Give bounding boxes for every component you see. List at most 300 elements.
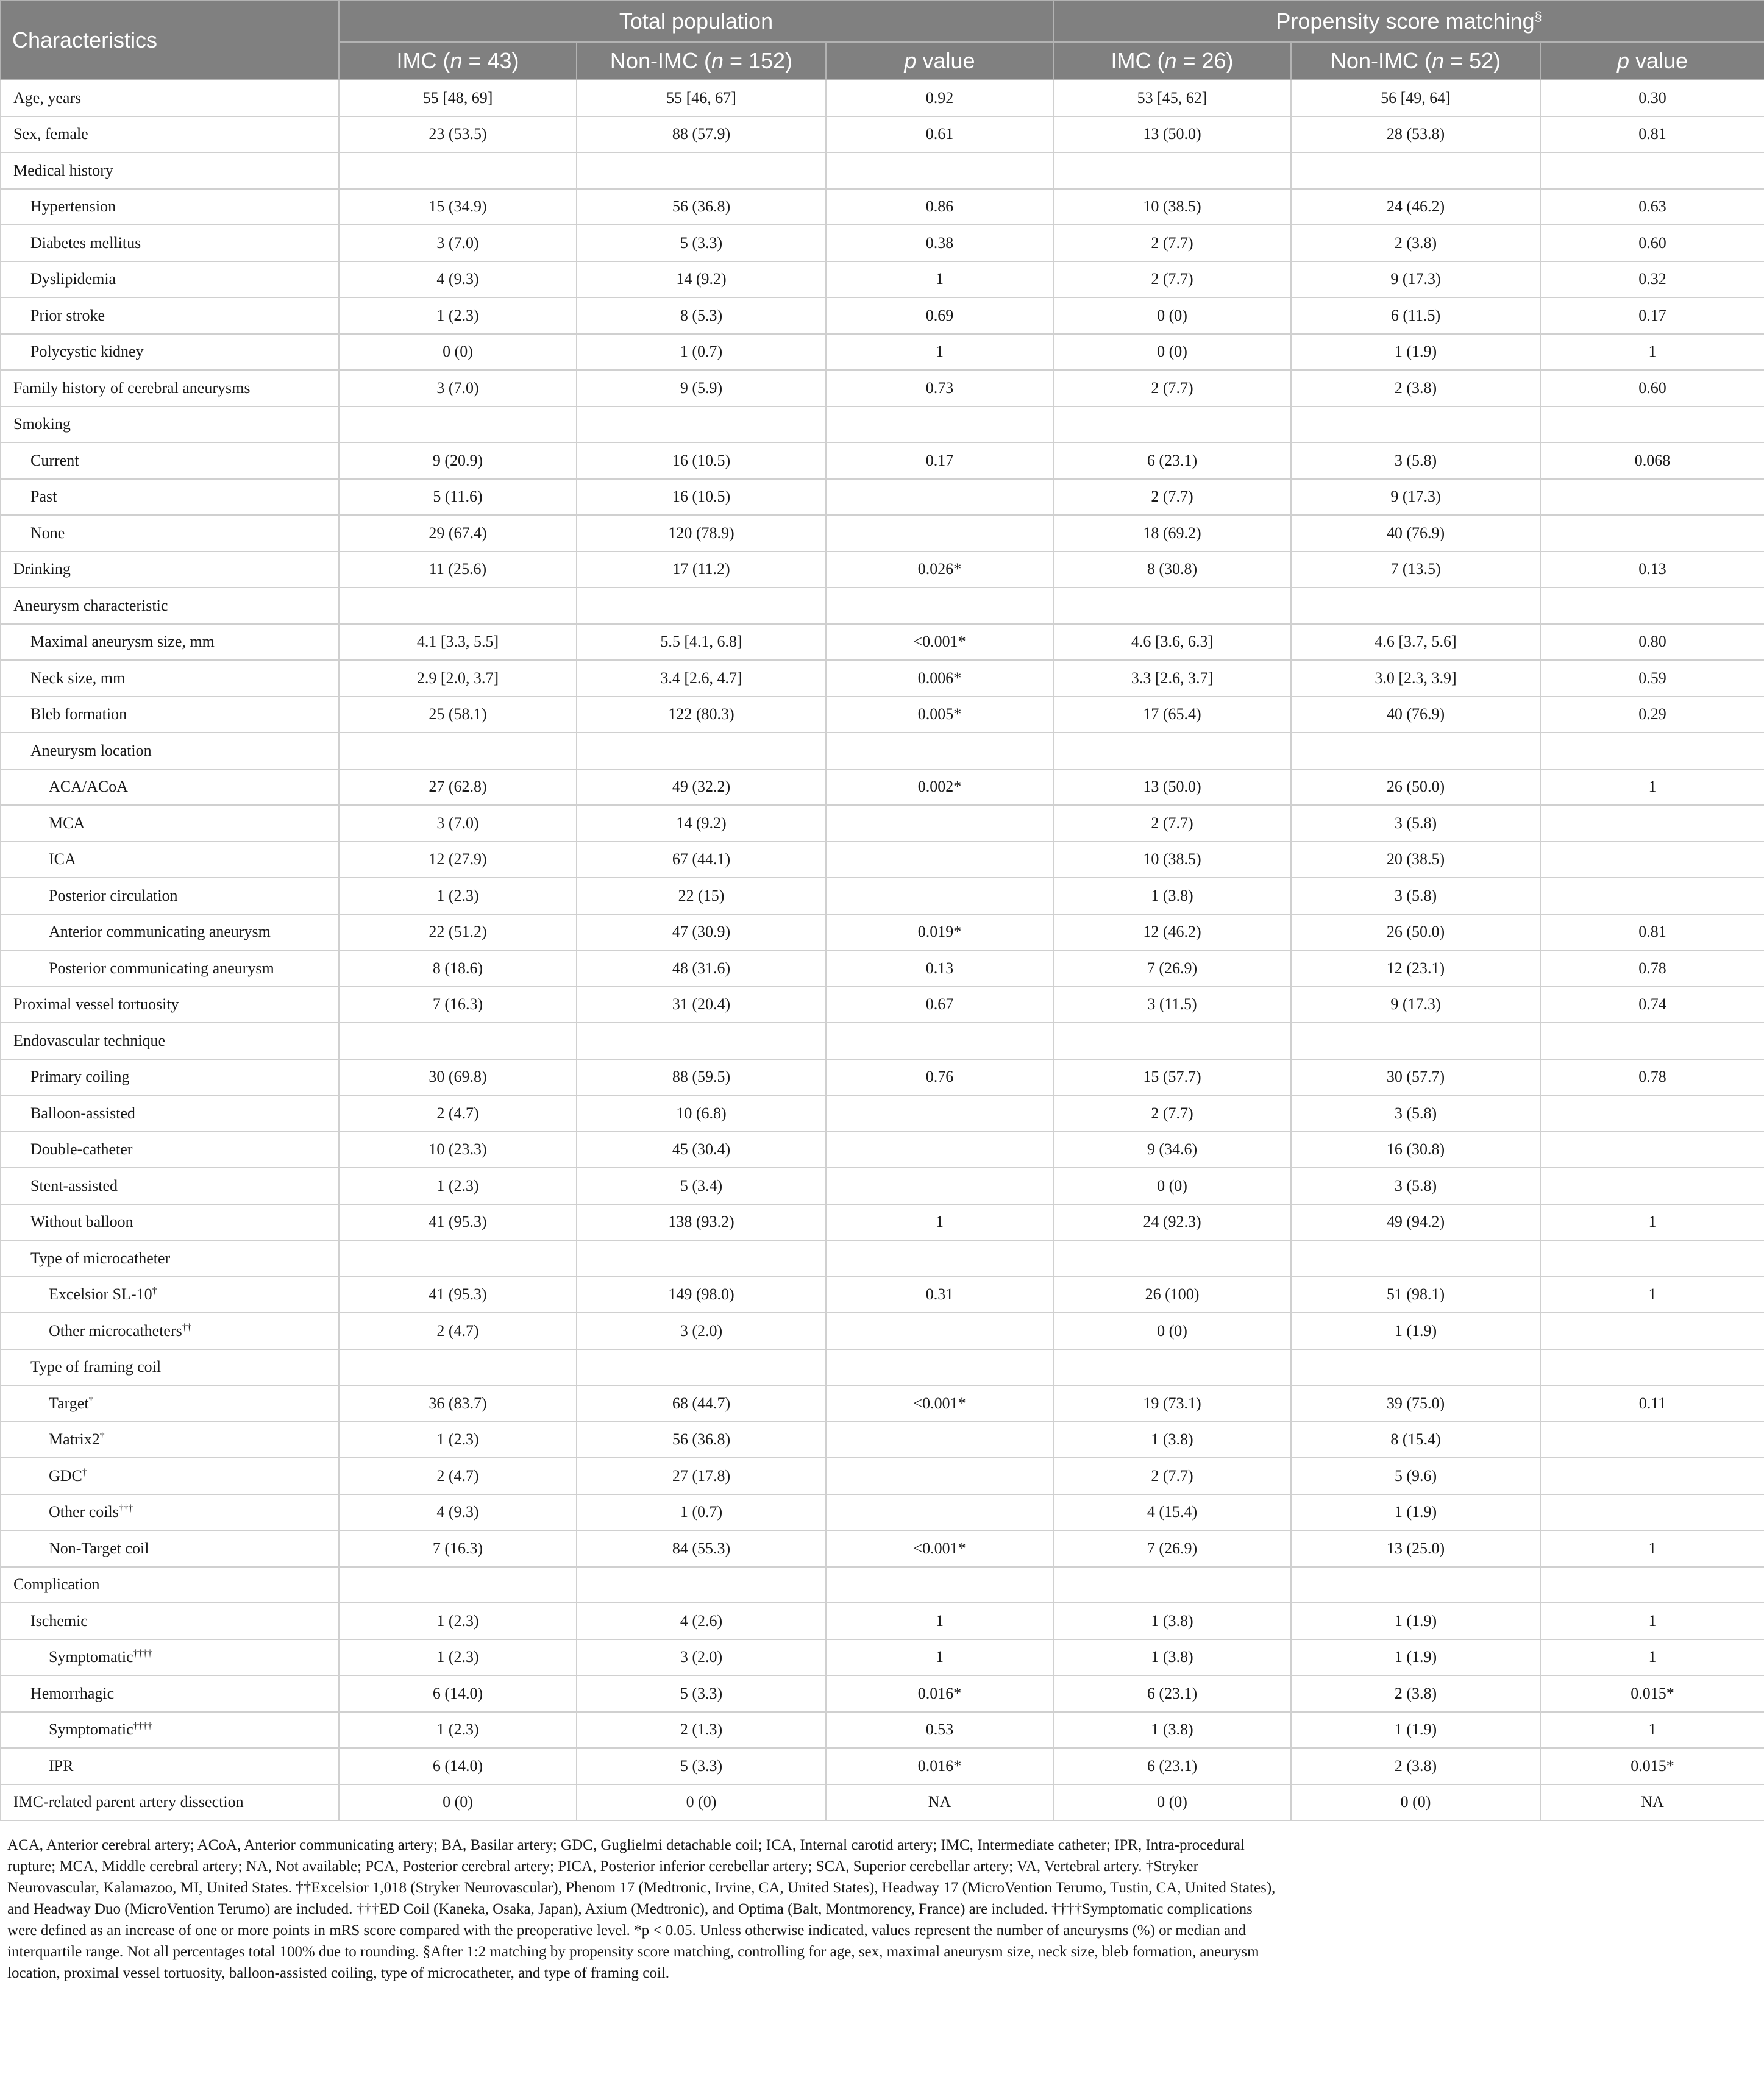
- cell-pvalue-total: [826, 1567, 1053, 1603]
- row-label: [1, 697, 339, 733]
- cell-pvalue-psm: 0.60: [1540, 225, 1764, 261]
- row-label-text: Excelsior SL-10: [49, 1285, 152, 1304]
- cell-imc-psm: 8 (30.8): [1053, 552, 1291, 588]
- cell-pvalue-total: [826, 1349, 1053, 1386]
- cell-pvalue-total: 0.13: [826, 950, 1053, 987]
- cell-imc-psm: 2 (7.7): [1053, 1458, 1291, 1494]
- cell-nonimc-psm: 7 (13.5): [1291, 552, 1540, 588]
- row-label: [1, 950, 339, 987]
- cell-pvalue-total: 0.53: [826, 1712, 1053, 1749]
- row-label-text: Medical history: [13, 161, 113, 179]
- cell-pvalue-psm: [1540, 1349, 1764, 1386]
- row-label-text: Symptomatic: [49, 1720, 133, 1739]
- header-pvalue-psm: p value: [1540, 42, 1764, 80]
- cell-nonimc-total: 5.5 [4.1, 6.8]: [577, 624, 826, 661]
- row-label-text: None: [30, 524, 65, 542]
- cell-nonimc-psm: 13 (25.0): [1291, 1530, 1540, 1567]
- cell-imc-total: [339, 152, 577, 189]
- cell-pvalue-psm: [1540, 733, 1764, 769]
- table-row: [1, 950, 1764, 987]
- row-label: [1, 1530, 339, 1567]
- cell-nonimc-total: [577, 152, 826, 189]
- footnote-text: ACA, Anterior cerebral artery; ACoA, Anterior communicating artery; BA, Basilar artery; GDC, Guglielmi detachable coil; ICA, Internal carotid artery; IMC, Intermediate catheter; IPR, Intra-procedural rupture; MCA, Middle cerebral artery; NA, Not available; PCA, Posterior cerebral artery; PICA, Posterior inferior cerebellar artery; SCA, Superior cerebellar artery; VA, Vertebral artery. †Stryker Neurovascular, Kalamazoo, MI, United States. ††Excelsior 1,018 (Stryker Neurovascular), Phenom 17 (Medtronic, Irvine, CA, United States), Headway 17 (MicroVention Terumo, Tustin, CA, United States), and Headway Duo (MicroVention Terumo) are included. †††ED Coil (Kaneka, Osaka, Japan), Axium (Medtronic), and Optima (Balt, Montmorency, France) are included. ††††Symptomatic complications were defined as an increase of one or more points in mRS score compared with the preoperative level. *p < 0.05. Unless otherwise indicated, values represent the number of aneurysms (%) or median and interquartile range. Not all percentages total 100% due to rounding. §After 1:2 matching by propensity score matching, controlling for age, sex, maximal aneurysm size, neck size, bleb formation, aneurysm location, proximal vessel tortuosity, balloon-assisted coiling, type of microcatheter, and type of framing coil.: [7, 1837, 1276, 1981]
- row-label: [1, 407, 339, 443]
- cell-pvalue-total: 0.67: [826, 987, 1053, 1023]
- cell-pvalue-psm: 1: [1540, 334, 1764, 371]
- cell-imc-psm: [1053, 588, 1291, 624]
- cell-nonimc-psm: 1 (1.9): [1291, 1603, 1540, 1639]
- cell-pvalue-psm: 0.015*: [1540, 1675, 1764, 1712]
- row-label: [1, 878, 339, 914]
- cell-nonimc-total: 49 (32.2): [577, 769, 826, 806]
- cell-pvalue-total: <0.001*: [826, 1530, 1053, 1567]
- cell-pvalue-psm: 0.30: [1540, 80, 1764, 116]
- cell-pvalue-psm: 0.29: [1540, 697, 1764, 733]
- cell-imc-psm: [1053, 1349, 1291, 1386]
- row-label-text: Type of microcatheter: [30, 1249, 171, 1267]
- cell-pvalue-psm: [1540, 1494, 1764, 1531]
- cell-imc-total: 30 (69.8): [339, 1059, 577, 1096]
- cell-pvalue-psm: 0.81: [1540, 116, 1764, 153]
- row-label-text: IPR: [49, 1756, 74, 1775]
- cell-nonimc-total: [577, 1240, 826, 1277]
- table-row: [1, 479, 1764, 516]
- table-row: [1, 1349, 1764, 1386]
- cell-imc-total: 25 (58.1): [339, 697, 577, 733]
- cell-pvalue-total: [826, 1422, 1053, 1458]
- table-row: [1, 1530, 1764, 1567]
- cell-imc-total: 2 (4.7): [339, 1458, 577, 1494]
- cell-nonimc-psm: 5 (9.6): [1291, 1458, 1540, 1494]
- cell-nonimc-psm: 1 (1.9): [1291, 1712, 1540, 1749]
- cell-pvalue-psm: 0.74: [1540, 987, 1764, 1023]
- row-label: [1, 1494, 339, 1531]
- cell-imc-psm: 2 (7.7): [1053, 1095, 1291, 1132]
- cell-imc-psm: 10 (38.5): [1053, 842, 1291, 878]
- cell-imc-total: 1 (2.3): [339, 1422, 577, 1458]
- cell-pvalue-psm: [1540, 1313, 1764, 1349]
- cell-nonimc-total: [577, 1023, 826, 1059]
- cell-pvalue-total: 0.016*: [826, 1675, 1053, 1712]
- cell-pvalue-total: 1: [826, 1204, 1053, 1241]
- cell-nonimc-total: 8 (5.3): [577, 297, 826, 334]
- table-row: [1, 624, 1764, 661]
- cell-imc-psm: 4 (15.4): [1053, 1494, 1291, 1531]
- row-label: [1, 1095, 339, 1132]
- table-row: [1, 733, 1764, 769]
- table-row: [1, 152, 1764, 189]
- cell-nonimc-psm: 20 (38.5): [1291, 842, 1540, 878]
- cell-pvalue-total: 0.019*: [826, 914, 1053, 951]
- cell-pvalue-psm: [1540, 1095, 1764, 1132]
- cell-pvalue-psm: [1540, 1567, 1764, 1603]
- row-label-text: Other coils: [49, 1503, 119, 1521]
- cell-pvalue-total: 0.86: [826, 189, 1053, 225]
- cell-pvalue-total: [826, 1168, 1053, 1204]
- cell-pvalue-psm: 1: [1540, 1603, 1764, 1639]
- row-label: [1, 297, 339, 334]
- table-footnote: [7, 1834, 1281, 1984]
- row-label-footnote-mark: †: [82, 1467, 87, 1478]
- table-row: [1, 1385, 1764, 1422]
- cell-pvalue-psm: 1: [1540, 1639, 1764, 1676]
- row-label: [1, 914, 339, 951]
- cell-pvalue-psm: 0.78: [1540, 1059, 1764, 1096]
- cell-imc-total: 1 (2.3): [339, 1168, 577, 1204]
- cell-pvalue-psm: 0.60: [1540, 370, 1764, 407]
- cell-imc-psm: 13 (50.0): [1053, 116, 1291, 153]
- cell-imc-psm: 2 (7.7): [1053, 225, 1291, 261]
- table-row: [1, 1313, 1764, 1349]
- cell-pvalue-psm: 0.81: [1540, 914, 1764, 951]
- cell-nonimc-total: 138 (93.2): [577, 1204, 826, 1241]
- table-row: [1, 189, 1764, 225]
- row-label-text: Other microcatheters: [49, 1321, 182, 1340]
- cell-pvalue-total: 0.76: [826, 1059, 1053, 1096]
- table-row: [1, 261, 1764, 298]
- cell-imc-psm: 1 (3.8): [1053, 1422, 1291, 1458]
- row-label-text: Target: [49, 1394, 89, 1412]
- cell-imc-total: [339, 1240, 577, 1277]
- cell-pvalue-total: <0.001*: [826, 1385, 1053, 1422]
- row-label: [1, 1567, 339, 1603]
- cell-nonimc-psm: 1 (1.9): [1291, 1639, 1540, 1676]
- row-label-text: Double-catheter: [30, 1140, 133, 1159]
- cell-imc-psm: 17 (65.4): [1053, 697, 1291, 733]
- cell-pvalue-total: 0.31: [826, 1277, 1053, 1313]
- cell-imc-total: 15 (34.9): [339, 189, 577, 225]
- cell-nonimc-psm: 2 (3.8): [1291, 370, 1540, 407]
- cell-nonimc-psm: [1291, 1240, 1540, 1277]
- table-row: [1, 660, 1764, 697]
- cell-imc-psm: 0 (0): [1053, 1784, 1291, 1821]
- cell-imc-psm: 3 (11.5): [1053, 987, 1291, 1023]
- cell-nonimc-total: [577, 1567, 826, 1603]
- cell-imc-total: 12 (27.9): [339, 842, 577, 878]
- row-label-text: Hemorrhagic: [30, 1684, 115, 1702]
- table-row: [1, 515, 1764, 552]
- cell-nonimc-psm: 40 (76.9): [1291, 515, 1540, 552]
- row-label: [1, 442, 339, 479]
- cell-pvalue-total: 0.005*: [826, 697, 1053, 733]
- cell-imc-total: 41 (95.3): [339, 1204, 577, 1241]
- cell-imc-total: 4 (9.3): [339, 261, 577, 298]
- cell-pvalue-total: 1: [826, 1603, 1053, 1639]
- row-label-text: Sex, female: [13, 125, 88, 143]
- row-label: [1, 1675, 339, 1712]
- cell-pvalue-psm: [1540, 1132, 1764, 1168]
- row-label-text: Posterior circulation: [49, 886, 178, 904]
- row-label-footnote-mark: †: [152, 1285, 157, 1296]
- cell-imc-total: 36 (83.7): [339, 1385, 577, 1422]
- cell-nonimc-psm: 40 (76.9): [1291, 697, 1540, 733]
- row-label-footnote-mark: ††: [182, 1322, 192, 1333]
- table-row: [1, 1240, 1764, 1277]
- cell-imc-psm: 0 (0): [1053, 1313, 1291, 1349]
- cell-pvalue-total: [826, 479, 1053, 516]
- cell-nonimc-psm: 3 (5.8): [1291, 805, 1540, 842]
- cell-imc-total: 6 (14.0): [339, 1675, 577, 1712]
- row-label-footnote-mark: †: [99, 1430, 105, 1441]
- cell-imc-total: 1 (2.3): [339, 878, 577, 914]
- cell-imc-total: 3 (7.0): [339, 225, 577, 261]
- cell-nonimc-psm: 2 (3.8): [1291, 1675, 1540, 1712]
- cell-nonimc-total: 3 (2.0): [577, 1639, 826, 1676]
- cell-nonimc-psm: 9 (17.3): [1291, 479, 1540, 516]
- row-label: [1, 805, 339, 842]
- row-label: [1, 1748, 339, 1784]
- cell-nonimc-psm: 4.6 [3.7, 5.6]: [1291, 624, 1540, 661]
- row-label: [1, 261, 339, 298]
- cell-imc-psm: 0 (0): [1053, 1168, 1291, 1204]
- header-psm-mark: §: [1534, 9, 1542, 24]
- cell-pvalue-total: 1: [826, 1639, 1053, 1676]
- row-label-text: Without balloon: [30, 1213, 133, 1231]
- header-psm-label: Propensity score matching: [1276, 9, 1535, 34]
- cell-pvalue-psm: 0.11: [1540, 1385, 1764, 1422]
- cell-imc-total: 2 (4.7): [339, 1095, 577, 1132]
- cell-imc-total: [339, 588, 577, 624]
- cell-imc-psm: 2 (7.7): [1053, 479, 1291, 516]
- cell-pvalue-psm: 0.59: [1540, 660, 1764, 697]
- cell-nonimc-total: 56 (36.8): [577, 189, 826, 225]
- row-label-text: Smoking: [13, 415, 71, 433]
- row-label: [1, 515, 339, 552]
- row-label-text: Proximal vessel tortuosity: [13, 995, 179, 1014]
- row-label-text: ACA/ACoA: [49, 778, 129, 796]
- row-label-text: Non-Target coil: [49, 1539, 149, 1557]
- table-row: [1, 1784, 1764, 1821]
- cell-imc-psm: 2 (7.7): [1053, 261, 1291, 298]
- row-label-text: Neck size, mm: [30, 669, 126, 687]
- cell-nonimc-psm: [1291, 733, 1540, 769]
- row-label: [1, 552, 339, 588]
- cell-nonimc-total: 84 (55.3): [577, 1530, 826, 1567]
- cell-imc-psm: 4.6 [3.6, 6.3]: [1053, 624, 1291, 661]
- table-row: [1, 805, 1764, 842]
- table-row: [1, 1712, 1764, 1749]
- cell-pvalue-psm: NA: [1540, 1784, 1764, 1821]
- cell-imc-psm: 2 (7.7): [1053, 805, 1291, 842]
- cell-pvalue-psm: 0.13: [1540, 552, 1764, 588]
- header-pvalue-total: p value: [826, 42, 1053, 80]
- cell-imc-psm: 18 (69.2): [1053, 515, 1291, 552]
- cell-nonimc-total: 47 (30.9): [577, 914, 826, 951]
- cell-nonimc-psm: 9 (17.3): [1291, 987, 1540, 1023]
- cell-pvalue-total: [826, 1240, 1053, 1277]
- cell-imc-psm: [1053, 1240, 1291, 1277]
- cell-pvalue-total: [826, 1313, 1053, 1349]
- cell-pvalue-total: 0.69: [826, 297, 1053, 334]
- cell-imc-total: 5 (11.6): [339, 479, 577, 516]
- cell-imc-psm: 10 (38.5): [1053, 189, 1291, 225]
- cell-imc-psm: 1 (3.8): [1053, 1603, 1291, 1639]
- table-row: [1, 116, 1764, 153]
- row-label: [1, 769, 339, 806]
- cell-pvalue-psm: [1540, 1422, 1764, 1458]
- row-label: [1, 1240, 339, 1277]
- cell-pvalue-psm: 0.068: [1540, 442, 1764, 479]
- row-label-text: Primary coiling: [30, 1068, 130, 1086]
- table-row: [1, 1023, 1764, 1059]
- cell-nonimc-psm: 2 (3.8): [1291, 1748, 1540, 1784]
- cell-pvalue-total: <0.001*: [826, 624, 1053, 661]
- row-label: [1, 842, 339, 878]
- table-row: [1, 1422, 1764, 1458]
- cell-pvalue-total: [826, 1132, 1053, 1168]
- table-row: [1, 80, 1764, 116]
- cell-pvalue-psm: 0.80: [1540, 624, 1764, 661]
- row-label: [1, 588, 339, 624]
- cell-pvalue-psm: 1: [1540, 1530, 1764, 1567]
- cell-pvalue-total: 0.002*: [826, 769, 1053, 806]
- cell-pvalue-total: 0.38: [826, 225, 1053, 261]
- table-row: [1, 1567, 1764, 1603]
- table-row: [1, 442, 1764, 479]
- cell-nonimc-total: [577, 1349, 826, 1386]
- row-label: [1, 152, 339, 189]
- cell-pvalue-psm: 0.63: [1540, 189, 1764, 225]
- row-label: [1, 1422, 339, 1458]
- cell-imc-total: 8 (18.6): [339, 950, 577, 987]
- cell-nonimc-total: 88 (59.5): [577, 1059, 826, 1096]
- cell-pvalue-total: [826, 1095, 1053, 1132]
- cell-pvalue-total: [826, 1023, 1053, 1059]
- cell-imc-total: 41 (95.3): [339, 1277, 577, 1313]
- row-label: [1, 1784, 339, 1821]
- cell-nonimc-total: 56 (36.8): [577, 1422, 826, 1458]
- cell-pvalue-psm: [1540, 407, 1764, 443]
- cell-nonimc-total: 27 (17.8): [577, 1458, 826, 1494]
- cell-pvalue-total: 0.006*: [826, 660, 1053, 697]
- cell-pvalue-psm: 0.015*: [1540, 1748, 1764, 1784]
- cell-imc-total: 3 (7.0): [339, 370, 577, 407]
- cell-pvalue-psm: 1: [1540, 769, 1764, 806]
- cell-pvalue-psm: [1540, 152, 1764, 189]
- header-total-population: Total population: [339, 1, 1053, 42]
- row-label: [1, 1277, 339, 1313]
- row-label-text: ICA: [49, 850, 76, 868]
- table-row: [1, 370, 1764, 407]
- table-body: [1, 80, 1764, 1820]
- cell-nonimc-psm: 28 (53.8): [1291, 116, 1540, 153]
- cell-nonimc-total: 5 (3.3): [577, 225, 826, 261]
- cell-imc-psm: 13 (50.0): [1053, 769, 1291, 806]
- row-label-text: Current: [30, 451, 79, 469]
- cell-nonimc-psm: 3 (5.8): [1291, 878, 1540, 914]
- row-label-text: Matrix2: [49, 1430, 100, 1449]
- cell-imc-psm: 7 (26.9): [1053, 1530, 1291, 1567]
- cell-nonimc-psm: 1 (1.9): [1291, 1313, 1540, 1349]
- cell-imc-psm: 3.3 [2.6, 3.7]: [1053, 660, 1291, 697]
- cell-nonimc-psm: 9 (17.3): [1291, 261, 1540, 298]
- cell-pvalue-psm: 1: [1540, 1204, 1764, 1241]
- cell-pvalue-total: 0.61: [826, 116, 1053, 153]
- cell-nonimc-total: 16 (10.5): [577, 442, 826, 479]
- cell-pvalue-psm: [1540, 1458, 1764, 1494]
- row-label-text: GDC: [49, 1466, 82, 1485]
- table-row: [1, 1204, 1764, 1241]
- row-label-text: Anterior communicating aneurysm: [49, 923, 271, 941]
- row-label: [1, 1059, 339, 1096]
- cell-imc-psm: [1053, 407, 1291, 443]
- cell-nonimc-total: 2 (1.3): [577, 1712, 826, 1749]
- row-label-text: IMC-related parent artery dissection: [13, 1793, 244, 1811]
- cell-nonimc-total: 3.4 [2.6, 4.7]: [577, 660, 826, 697]
- cell-nonimc-total: 122 (80.3): [577, 697, 826, 733]
- cell-imc-psm: [1053, 733, 1291, 769]
- cell-nonimc-psm: 3 (5.8): [1291, 1168, 1540, 1204]
- row-label: [1, 334, 339, 371]
- table-row: [1, 1132, 1764, 1168]
- cell-nonimc-psm: 39 (75.0): [1291, 1385, 1540, 1422]
- cell-imc-psm: 6 (23.1): [1053, 1748, 1291, 1784]
- cell-pvalue-psm: [1540, 842, 1764, 878]
- cell-nonimc-psm: 3.0 [2.3, 3.9]: [1291, 660, 1540, 697]
- table-row: [1, 1059, 1764, 1096]
- row-label-text: Aneurysm characteristic: [13, 596, 168, 614]
- cell-pvalue-psm: [1540, 1240, 1764, 1277]
- cell-pvalue-total: 1: [826, 261, 1053, 298]
- table-row: [1, 334, 1764, 371]
- table-row: [1, 769, 1764, 806]
- row-label-text: Balloon-assisted: [30, 1104, 135, 1122]
- cell-pvalue-psm: 1: [1540, 1712, 1764, 1749]
- cell-imc-total: 4 (9.3): [339, 1494, 577, 1531]
- cell-nonimc-psm: 8 (15.4): [1291, 1422, 1540, 1458]
- row-label: [1, 80, 339, 116]
- row-label-footnote-mark: ††††: [133, 1720, 152, 1731]
- cell-nonimc-total: [577, 588, 826, 624]
- cell-nonimc-psm: 2 (3.8): [1291, 225, 1540, 261]
- cell-imc-psm: 6 (23.1): [1053, 1675, 1291, 1712]
- table-row: [1, 407, 1764, 443]
- cell-nonimc-psm: [1291, 1349, 1540, 1386]
- row-label: [1, 1313, 339, 1349]
- cell-imc-total: 1 (2.3): [339, 1712, 577, 1749]
- cell-imc-total: 23 (53.5): [339, 116, 577, 153]
- cell-nonimc-total: 10 (6.8): [577, 1095, 826, 1132]
- cell-nonimc-total: 0 (0): [577, 1784, 826, 1821]
- cell-nonimc-total: 5 (3.4): [577, 1168, 826, 1204]
- cell-imc-psm: 1 (3.8): [1053, 878, 1291, 914]
- row-label-text: Endovascular technique: [13, 1031, 166, 1049]
- cell-pvalue-psm: [1540, 479, 1764, 516]
- cell-imc-total: 6 (14.0): [339, 1748, 577, 1784]
- cell-imc-psm: 15 (57.7): [1053, 1059, 1291, 1096]
- cell-imc-psm: 9 (34.6): [1053, 1132, 1291, 1168]
- row-label-text: Hypertension: [30, 197, 116, 216]
- cell-imc-total: 1 (2.3): [339, 1639, 577, 1676]
- row-label-text: Aneurysm location: [30, 741, 152, 759]
- cell-nonimc-total: 88 (57.9): [577, 116, 826, 153]
- cell-nonimc-psm: 51 (98.1): [1291, 1277, 1540, 1313]
- cell-nonimc-total: 48 (31.6): [577, 950, 826, 987]
- row-label: [1, 189, 339, 225]
- table-row: [1, 1748, 1764, 1784]
- cell-nonimc-psm: 56 [49, 64]: [1291, 80, 1540, 116]
- row-label-footnote-mark: †††: [118, 1503, 133, 1514]
- cell-imc-total: [339, 733, 577, 769]
- row-label: [1, 1639, 339, 1676]
- cell-nonimc-total: 17 (11.2): [577, 552, 826, 588]
- table-row: [1, 588, 1764, 624]
- cell-nonimc-total: 68 (44.7): [577, 1385, 826, 1422]
- cell-pvalue-total: 0.016*: [826, 1748, 1053, 1784]
- cell-imc-total: 9 (20.9): [339, 442, 577, 479]
- row-label-text: Symptomatic: [49, 1648, 133, 1666]
- cell-imc-total: [339, 1567, 577, 1603]
